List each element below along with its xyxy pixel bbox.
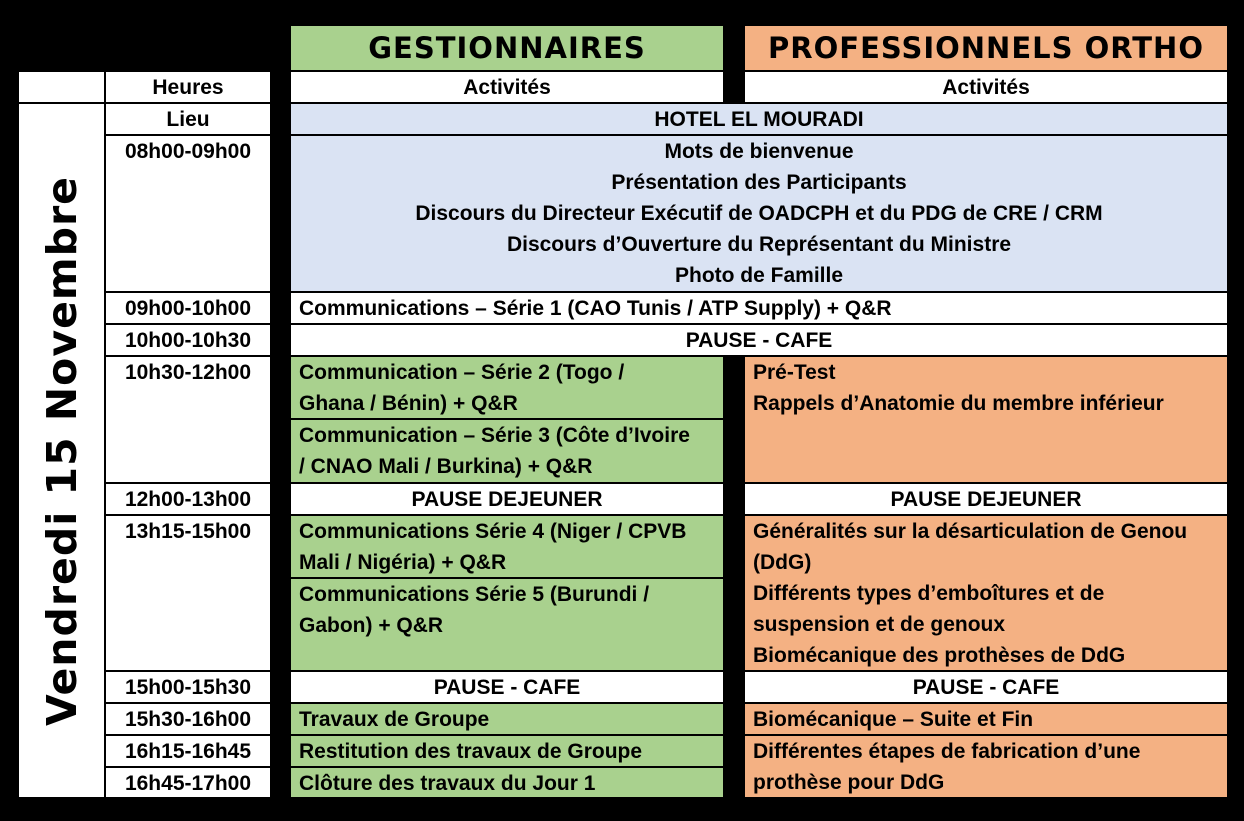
cloture-travaux: Clôture des travaux du Jour 1 — [290, 767, 724, 798]
opening-session — [290, 135, 1228, 292]
day-label-cell — [18, 103, 105, 798]
column-header-heures: Heures — [105, 71, 271, 103]
activity-line: Communications Série 4 (Niger / CPVB — [299, 520, 687, 543]
activity-line: / CNAO Mali / Burkina) + Q&R — [299, 455, 593, 478]
activity-line: Communications Série 5 (Burundi / — [299, 583, 650, 606]
time-lieu: Lieu — [105, 103, 271, 135]
opening-line: Mots de bienvenue — [664, 140, 854, 163]
pause-cafe-gestionnaires: PAUSE - CAFE — [290, 671, 724, 703]
time-13h15: 13h15-15h00 — [105, 515, 271, 671]
travaux-de-groupe: Travaux de Groupe — [290, 703, 724, 735]
corner-cell — [18, 71, 105, 103]
opening-line: Discours d’Ouverture du Représentant du Ministre — [506, 233, 1012, 256]
activity-line: (DdG) — [753, 551, 812, 574]
time-10h00: 10h00-10h30 — [105, 324, 271, 356]
communication-serie-3 — [290, 419, 724, 483]
pause-dejeuner-gestionnaires: PAUSE DEJEUNER — [290, 483, 724, 515]
communications-serie-4 — [290, 515, 724, 578]
time-15h00: 15h00-15h30 — [105, 671, 271, 703]
activity-line: Mali / Nigéria) + Q&R — [299, 551, 507, 574]
communications-serie-5 — [290, 578, 724, 671]
header-professionnels: PROFESSIONNELS ORTHO — [744, 25, 1228, 71]
header-gestionnaires: GESTIONNAIRES — [290, 25, 724, 71]
activity-line: Communication – Série 3 (Côte d’Ivoire — [299, 424, 690, 447]
opening-line: Photo de Famille — [674, 264, 844, 287]
time-09h00: 09h00-10h00 — [105, 292, 271, 324]
activity-line: Pré-Test — [753, 361, 836, 384]
time-16h45: 16h45-17h00 — [105, 767, 271, 798]
time-12h00: 12h00-13h00 — [105, 483, 271, 515]
pause-cafe-professionnels: PAUSE - CAFE — [744, 671, 1228, 703]
activity-line: Généralités sur la désarticulation de Genou — [753, 520, 1188, 543]
activity-line: Biomécanique des prothèses de DdG — [753, 644, 1126, 667]
etapes-fabrication — [744, 735, 1228, 798]
communications-serie-1: Communications – Série 1 (CAO Tunis / ATP Supply) + Q&R — [290, 292, 1228, 324]
time-10h30: 10h30-12h00 — [105, 356, 271, 483]
activity-line: Rappels d’Anatomie du membre inférieur — [753, 392, 1164, 415]
pre-test-anatomie — [744, 356, 1228, 483]
time-08h00: 08h00-09h00 — [105, 135, 271, 292]
day-label: Vendredi 15 Novembre — [37, 175, 86, 726]
opening-line: Présentation des Participants — [611, 171, 907, 194]
lieu-hotel: HOTEL EL MOURADI — [290, 103, 1228, 135]
pause-dejeuner-professionnels: PAUSE DEJEUNER — [744, 483, 1228, 515]
activity-line: suspension et de genoux — [753, 613, 1006, 636]
activity-line: Communication – Série 2 (Togo / — [299, 361, 625, 384]
biomecanique-suite: Biomécanique – Suite et Fin — [744, 703, 1228, 735]
opening-line: Discours du Directeur Exécutif de OADCPH et du PDG de CRE / CRM — [415, 202, 1103, 225]
column-header-activites-professionnels: Activités — [744, 71, 1228, 103]
generalites-ddg — [744, 515, 1228, 671]
activity-line: Différents types d’emboîtures et de — [753, 582, 1105, 605]
activity-line: Gabon) + Q&R — [299, 614, 444, 637]
activity-line: Différentes étapes de fabrication d’une — [753, 740, 1141, 763]
time-16h15: 16h15-16h45 — [105, 735, 271, 767]
activity-line: prothèse pour DdG — [753, 771, 945, 794]
restitution-travaux: Restitution des travaux de Groupe — [290, 735, 724, 767]
time-15h30: 15h30-16h00 — [105, 703, 271, 735]
activity-line: Ghana / Bénin) + Q&R — [299, 392, 518, 415]
communication-serie-2 — [290, 356, 724, 419]
column-header-activites-gestionnaires: Activités — [290, 71, 724, 103]
pause-cafe-spanning: PAUSE - CAFE — [290, 324, 1228, 356]
